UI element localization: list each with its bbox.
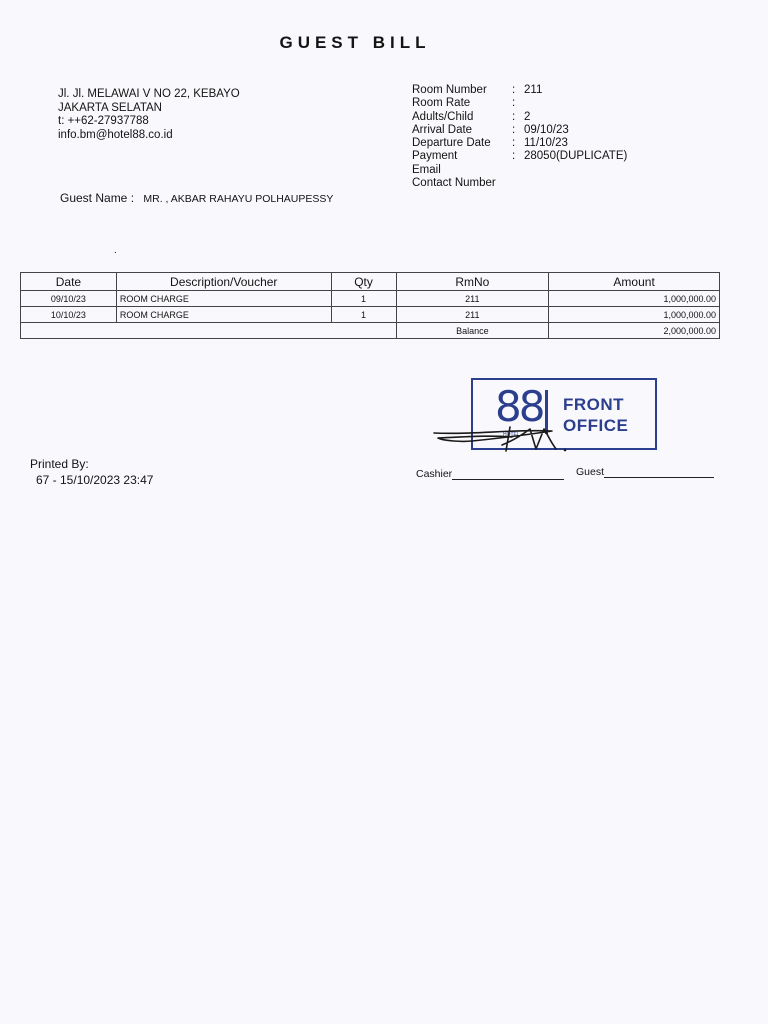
header-amount: Amount [549, 273, 720, 291]
cashier-label: Cashier [416, 468, 453, 480]
stay-info-block [412, 84, 627, 190]
info-label: Room Number [412, 84, 487, 96]
address-line-2: JAKARTA SELATAN [58, 101, 162, 114]
cashier-signature-line [452, 470, 564, 480]
stamp-line-2: OFFICE [563, 416, 629, 435]
info-row-arrival-date: Arrival Date : 09/10/23 [412, 123, 569, 136]
bill-table [20, 272, 720, 339]
balance-label: Balance [396, 323, 549, 339]
guest-name-line [60, 191, 333, 205]
cell-rmno: 211 [396, 307, 549, 323]
cell-amount: 1,000,000.00 [549, 307, 720, 323]
info-label: Payment [412, 150, 458, 163]
header-description: Description/Voucher [116, 273, 331, 291]
table-header-row [21, 273, 720, 291]
info-label: Room Rate [412, 97, 471, 110]
info-row-payment: Payment : 28050(DUPLICATE) [412, 150, 628, 163]
cell-qty: 1 [331, 291, 396, 307]
info-value: 09/10/23 [524, 123, 569, 136]
info-label: Email [412, 163, 441, 176]
cell-description: ROOM CHARGE [116, 307, 331, 323]
info-label: Arrival Date [412, 123, 473, 136]
stamp-line-1: FRONT [563, 395, 625, 414]
cell-qty: 1 [331, 307, 396, 323]
printed-by-label: Printed By: [30, 457, 89, 471]
info-row-contact-number [412, 177, 627, 190]
guest-name-value: MR. , AKBAR RAHAYU POLHAUPESSY [143, 193, 334, 205]
info-row-room-rate: Room Rate : [412, 97, 516, 110]
info-label: Departure Date [412, 137, 491, 150]
header-date: Date [21, 273, 117, 291]
hotel-phone: t: ++62-27937788 [58, 115, 149, 127]
printed-by-block [30, 456, 153, 488]
info-row-room-number: Room Number : 211 [412, 84, 543, 96]
info-value: 11/10/23 [524, 137, 568, 150]
printed-by-value: 67 - 15/10/2023 23:47 [36, 473, 154, 487]
info-row-adults-child: Adults/Child : 2 [412, 110, 531, 123]
cell-rmno: 211 [396, 291, 549, 307]
balance-value: 2,000,000.00 [549, 323, 720, 339]
cell-amount: 1,000,000.00 [549, 291, 720, 307]
info-value: 211 [524, 84, 543, 96]
stray-mark: . [114, 245, 117, 256]
info-label: Adults/Child [412, 110, 474, 123]
guest-label: Guest [576, 466, 605, 478]
stamp-sub-label: HOTEL [503, 432, 520, 438]
header-qty: Qty [331, 273, 396, 291]
cashier-signature-field [416, 468, 564, 480]
cell-description: ROOM CHARGE [116, 291, 331, 307]
hotel-email: info.bm@hotel88.co.id [58, 128, 173, 141]
info-row-email [412, 164, 627, 177]
cell-date: 09/10/23 [21, 291, 117, 307]
balance-row [21, 323, 720, 339]
guest-signature-line [604, 468, 714, 478]
guest-signature-field [576, 466, 714, 478]
stamp-logo: 88 [495, 382, 543, 431]
info-value: 2 [524, 110, 531, 123]
handwritten-signature [432, 405, 582, 465]
table-row [21, 291, 720, 307]
info-label: Contact Number [412, 177, 496, 190]
address-line-1: Jl. Jl. MELAWAI V NO 22, KEBAYO [58, 88, 240, 100]
cell-date: 10/10/23 [21, 307, 117, 323]
info-row-departure-date: Departure Date : 11/10/23 [412, 137, 568, 150]
page-title: GUEST BILL [279, 33, 431, 52]
info-value: 28050(DUPLICATE) [524, 150, 628, 163]
hotel-address-block [58, 88, 240, 142]
header-rmno: RmNo [396, 273, 549, 291]
table-row [21, 307, 720, 323]
guest-name-label: Guest Name : [60, 191, 135, 205]
